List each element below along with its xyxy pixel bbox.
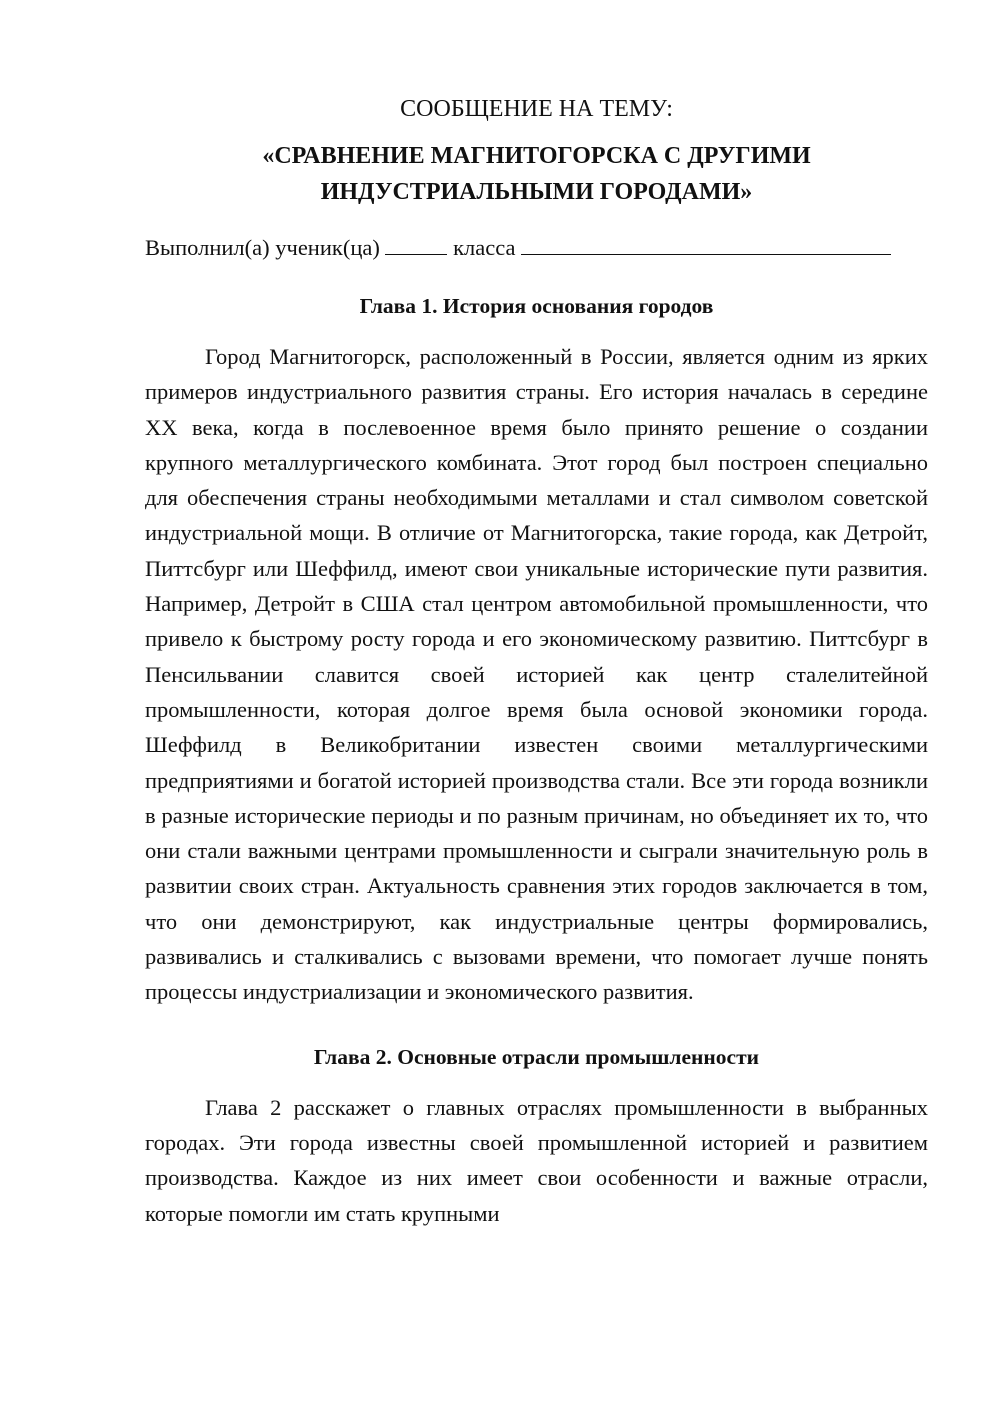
- chapter-1-paragraph: Город Магнитогорск, расположенный в России, является одним из ярких примеров индустриального развития страны. Его история началась в середине XX века, когда в послевоенное время было принято решение о создании крупного металлургического комбината. Этот город был построен специально для обеспечения страны необходимыми металлами и стал символом советской индустриальной мощи. В отличие от Магнитогорска, такие города, как Детройт, Питтсбург или Шеффилд, имеют свои уникальные исторические пути развития. Например, Детройт в США стал центром автомобильной промышленности, что привело к быстрому росту города и его экономическому развитию. Питтсбург в Пенсильвании славится своей историей как центр сталелитейной промышленности, которая долгое время была основой экономики города. Шеффилд в Великобритании известен своими металлургическими предприятиями и богатой историей производства стали. Все эти города возникли в разные исторические периоды и по разным причинам, но объединяет их то, что они стали важными центрами промышленности и сыграли значительную роль в развитии своих стран. Актуальность сравнения этих городов заключается в том, что они демонстрируют, как индустриальные центры формировались, развивались и сталкивались с вызовами времени, что помогает лучше понять процессы индустриализации и экономического развития.: [145, 344, 928, 1005]
- document-page: [145, 92, 928, 1231]
- document-title: [145, 138, 928, 210]
- author-class-label: класса: [453, 235, 516, 260]
- chapter-1-title: Глава 1. История основания городов: [359, 294, 714, 318]
- class-number-blank: [385, 232, 447, 255]
- author-name-blank: [521, 232, 891, 255]
- author-prefix: Выполнил(а) ученик(ца): [145, 235, 380, 260]
- title-line-2: ИНДУСТРИАЛЬНЫМИ ГОРОДАМИ»: [320, 179, 753, 205]
- chapter-2-paragraph: Глава 2 расскажет о главных отраслях промышленности в выбранных городах. Эти города известны своей промышленной историей и развитием производства. Каждое из них имеет свои особенности и важные отрасли, которые помогли им стать крупными: [145, 1094, 928, 1226]
- document-header: СООБЩЕНИЕ НА ТЕМУ:: [400, 96, 673, 122]
- author-line: [145, 232, 928, 263]
- title-line-1: «СРАВНЕНИЕ МАГНИТОГОРСКА С ДРУГИМИ: [262, 143, 811, 169]
- chapter-2-title: Глава 2. Основные отрасли промышленности: [313, 1044, 760, 1069]
